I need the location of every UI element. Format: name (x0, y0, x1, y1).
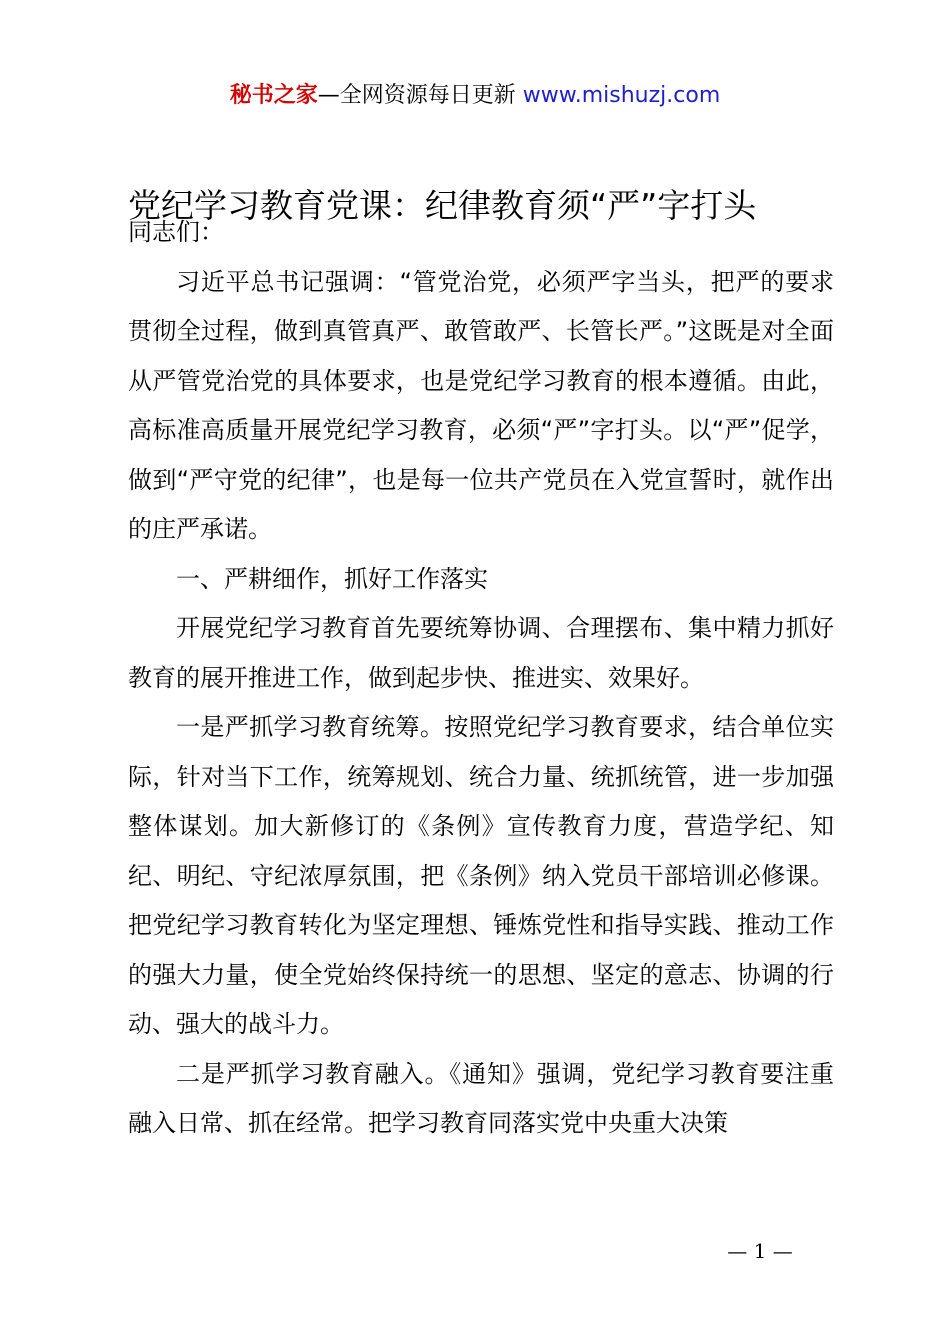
greeting: 同志们： (128, 218, 224, 246)
paragraph-section-intro: 开展党纪学习教育首先要统筹协调、合理摆布、集中精力抓好教育的展开推进工作，做到起步快、推进实、效果好。 (128, 614, 834, 692)
site-header (0, 80, 950, 112)
paragraph-point-1: 一是严抓学习教育统筹。按照党纪学习教育要求，结合单位实际，针对当下工作，统筹规划、统合力量、统抓统管，进一步加强整体谋划。加大新修订的《条例》宣传教育力度，营造学纪、知纪、明纪、守纪浓厚氛围，把《条例》纳入党员干部培训必修课。把党纪学习教育转化为坚定理想、锤炼党性和指导实践、推动工作的强大力量，使全党始终保持统一的思想、坚定的意志、协调的行动、强大的战斗力。 (128, 713, 834, 1038)
paragraph-intro: 习近平总书记强调：“管党治党，必须严字当头，把严的要求贯彻全过程，做到真管真严、敢管敢严、长管长严。”这既是对全面从严管党治党的具体要求，也是党纪学习教育的根本遵循。由此，高标准高质量开展党纪学习教育，必须“严”字打头。以“严”促学，做到“严守党的纪律”，也是每一位共产党员在入党宣誓时，就作出的庄严承诺。 (128, 267, 834, 543)
document-body (128, 208, 834, 1149)
site-url-link[interactable]: www.mishuzj.com (522, 83, 721, 108)
page-number: — 1 — (727, 1239, 793, 1263)
paragraph-point-2: 二是严抓学习教育融入。《通知》强调，党纪学习教育要注重融入日常、抓在经常。把学习教育同落实党中央重大决策 (128, 1059, 834, 1137)
site-tagline: —全网资源每日更新 (317, 83, 523, 108)
section-heading-1: 一、严耕细作，抓好工作落实 (176, 564, 488, 593)
site-brand: 秘书之家 (229, 83, 318, 108)
document-title: 党纪学习教育党课：纪律教育须“严”字打头 (128, 186, 757, 225)
